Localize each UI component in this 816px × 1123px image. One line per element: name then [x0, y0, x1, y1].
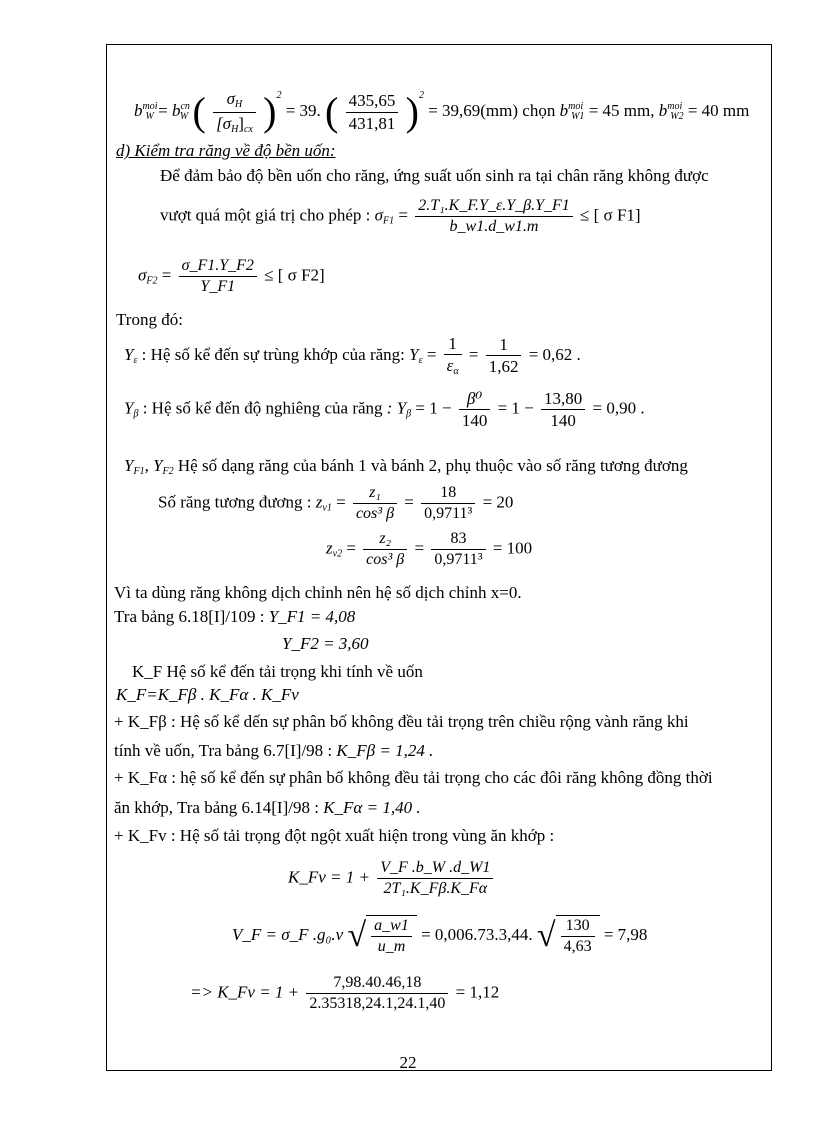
zv2-line: $z_{v2}$ = $\frac{\text{z₂}}{\text{cos³ β}}$ = $\frac{83}{\text{0,9711³}}$ = 100: [326, 530, 533, 568]
kfb-line1: + K_Fβ : Hệ số kể dến sự phân bố không đều tải trọng trên chiều rộng vành răng khi: [114, 712, 689, 731]
kfa-line2: ăn khớp, Tra bảng 6.14[I]/98 : K_Fα = 1,40 .: [114, 798, 421, 817]
para1-line1: Để đảm bảo độ bền uốn cho răng, ứng suất uốn sinh ra tại chân răng không được: [160, 166, 709, 185]
y-epsilon-line: $Y_\varepsilon$ : Hệ số kể đến sự trùng khớp của răng: $Y_\varepsilon$ = $\frac{1}{\varepsilon_\alpha}$ = $\frac{1}{1,62}$ = 0,62 .: [124, 334, 581, 378]
bw-equation: $b^{moi}_W = b^{cn}_W$ ( $\frac{\sigma_H}{[\sigma_H]_{cx}}$ )$^2$ = 39. ( $\frac{435,65}{431,81}$ )$^2$ = 39,69(mm) chọn $b^{moi}_{W1} = 45$ mm, $b^{moi}_{W2} = 40$ mm: [134, 89, 750, 135]
kfb-line2: tính về uốn, Tra bảng 6.7[I]/98 : K_Fβ = 1,24 .: [114, 741, 434, 760]
y-f-line: $Y_{F1}$, $Y_{F2}$ Hệ số dạng răng của bánh 1 và bánh 2, phụ thuộc vào số răng tương đương: [124, 456, 688, 477]
sigma-f1-line: vượt quá một giá trị cho phép : $\sigma_{F1}$ = $\frac{\text{2.T₁.K\_F.Y\_ε.Y\_β.Y\_F1}}{b\_w1.d\_w1.m}$ ≤ [ σ F1]: [160, 197, 641, 235]
tra-bang-yf1: Tra bảng 6.18[I]/109 : Y_F1 = 4,08: [114, 607, 356, 626]
yf2-eq: Y_F2 = 3,60: [282, 634, 369, 653]
page-number: 22: [399, 1053, 417, 1072]
trong-do: Trong đó:: [116, 310, 183, 329]
kfa-line1: + K_Fα : hệ số kể đến sự phân bố không đều tải trọng cho các đôi răng không đồng thời: [114, 768, 713, 787]
kfv-result: => K_Fv = 1 + $\frac{7,98.40.46,18}{2.35318,24.1,24.1,40}$ = 1,12: [190, 974, 500, 1012]
kf-desc: K_F Hệ số kể đến tải trọng khi tính về uốn: [132, 662, 423, 681]
kfv-formula: K_Fv = 1 + $\frac{V\_F .b\_W .d\_W1}{\text{2T₁.K\_Fβ.K\_Fα}}$: [288, 858, 496, 899]
section-heading-d: d) Kiểm tra răng về độ bền uốn:: [116, 141, 336, 160]
vf-formula: V_F = σ_F .g₀.v √ $\frac{a\_w1}{u\_m}$ = 0,006.73.3,44. √ $\frac{130}{4,63}$ = 7,98: [232, 917, 648, 955]
zv1-line: Số răng tương đương : $z_{v1}$ = $\frac{\text{z₁}}{\text{cos³ β}}$ = $\frac{18}{\text{0,9711³}}$ = 20: [158, 484, 514, 522]
y-beta-line: $Y_\beta$ : Hệ số kể đến độ nghiêng của răng : $Y_\beta = 1$ − $\frac{\text{β⁰}}{140}$ = 1 − $\frac{13,80}{140}$ = 0,90 .: [124, 389, 645, 431]
kf-eq: K_F=K_Fβ . K_Fα . K_Fv: [116, 685, 299, 704]
note-shift: Vì ta dùng răng không dịch chỉnh nên hệ số dịch chỉnh x=0.: [114, 583, 522, 602]
kfv-line: + K_Fv : Hệ số tải trọng đột ngột xuất hiện trong vùng ăn khớp :: [114, 826, 555, 845]
sigma-f2-line: $\sigma_{F2}$ = $\frac{\sigma\_F1.Y\_F2}{Y\_F1}$ ≤ [ σ F2]: [138, 257, 325, 295]
